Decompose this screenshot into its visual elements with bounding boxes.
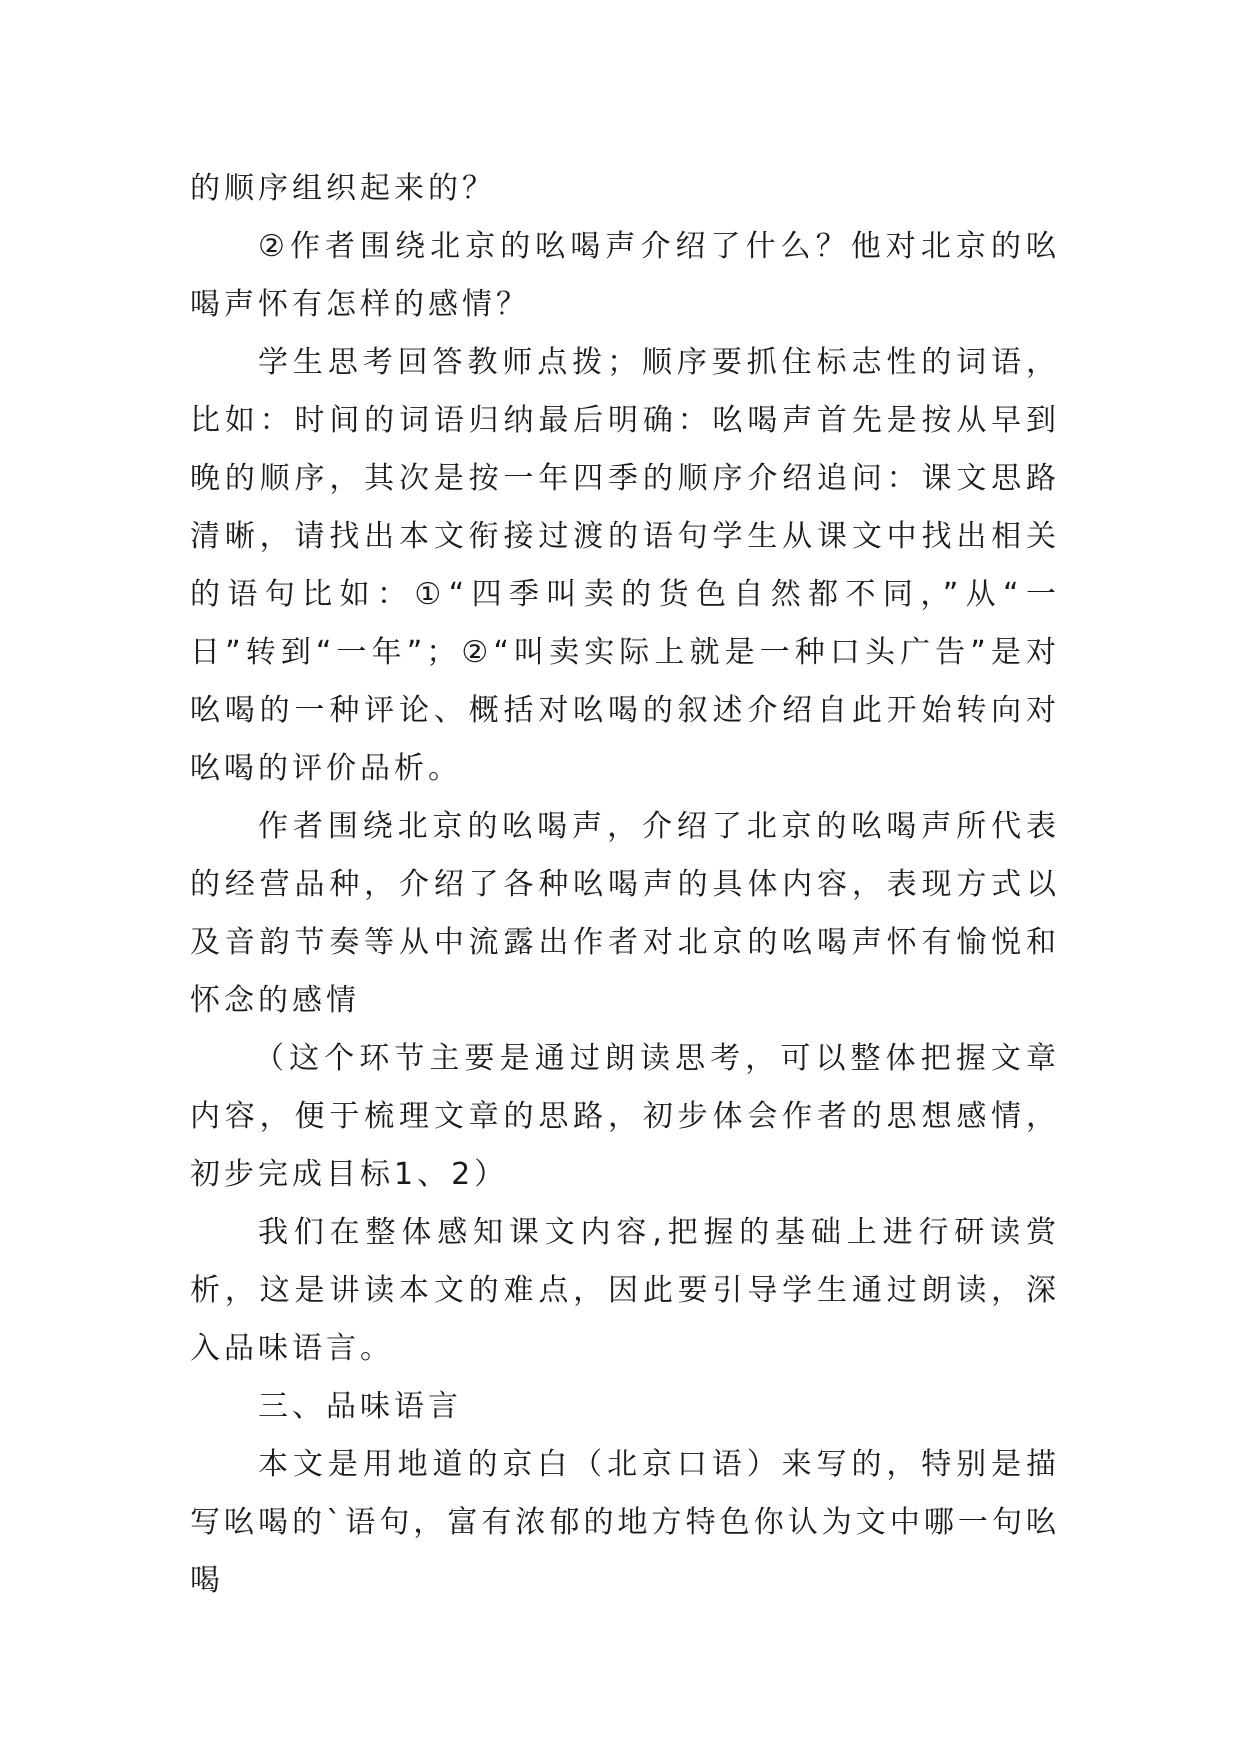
paragraph-continuation: 的顺序组织起来的？ <box>190 171 496 206</box>
document-body <box>190 160 1060 1610</box>
paragraph-language-appreciation: 本文是用地道的京白（北京口语）来写的，特别是描写吆喝的`语句，富有浓郁的地方特色你认为文中哪一句吆喝 <box>190 1447 1060 1598</box>
paragraph-transition: 我们在整体感知课文内容,把握的基础上进行研读赏析，这是讲读本文的难点，因此要引导学生通过朗读，深入品味语言。 <box>190 1215 1060 1366</box>
paragraph-author-feeling: 作者围绕北京的吆喝声，介绍了北京的吆喝声所代表的经营品种，介绍了各种吆喝声的具体内容，表现方式以及音韵节奏等从中流露出作者对北京的吆喝声怀有愉悦和怀念的感情 <box>190 809 1060 1018</box>
section-heading: 三、品味语言 <box>258 1389 462 1424</box>
paragraph-question-2: ②作者围绕北京的吆喝声介绍了什么？他对北京的吆喝声怀有怎样的感情？ <box>190 229 1060 322</box>
paragraph-teacher-guidance: 学生思考回答教师点拨；顺序要抓住标志性的词语，比如：时间的词语归纳最后明确：吆喝声首先是按从早到晚的顺序，其次是按一年四季的顺序介绍追问：课文思路清晰，请找出本文衔接过渡的语句学生从课文中找出相关的语句比如：①“四季叫卖的货色自然都不同，”从“一日”转到“一年”；②“叫卖实际上就是一种口头广告”是对吆喝的一种评论、概括对吆喝的叙述介绍自此开始转向对吆喝的评价品析。 <box>190 345 1060 786</box>
paragraph-stage-note: （这个环节主要是通过朗读思考，可以整体把握文章内容，便于梳理文章的思路，初步体会作者的思想感情，初步完成目标1、2） <box>190 1041 1060 1192</box>
